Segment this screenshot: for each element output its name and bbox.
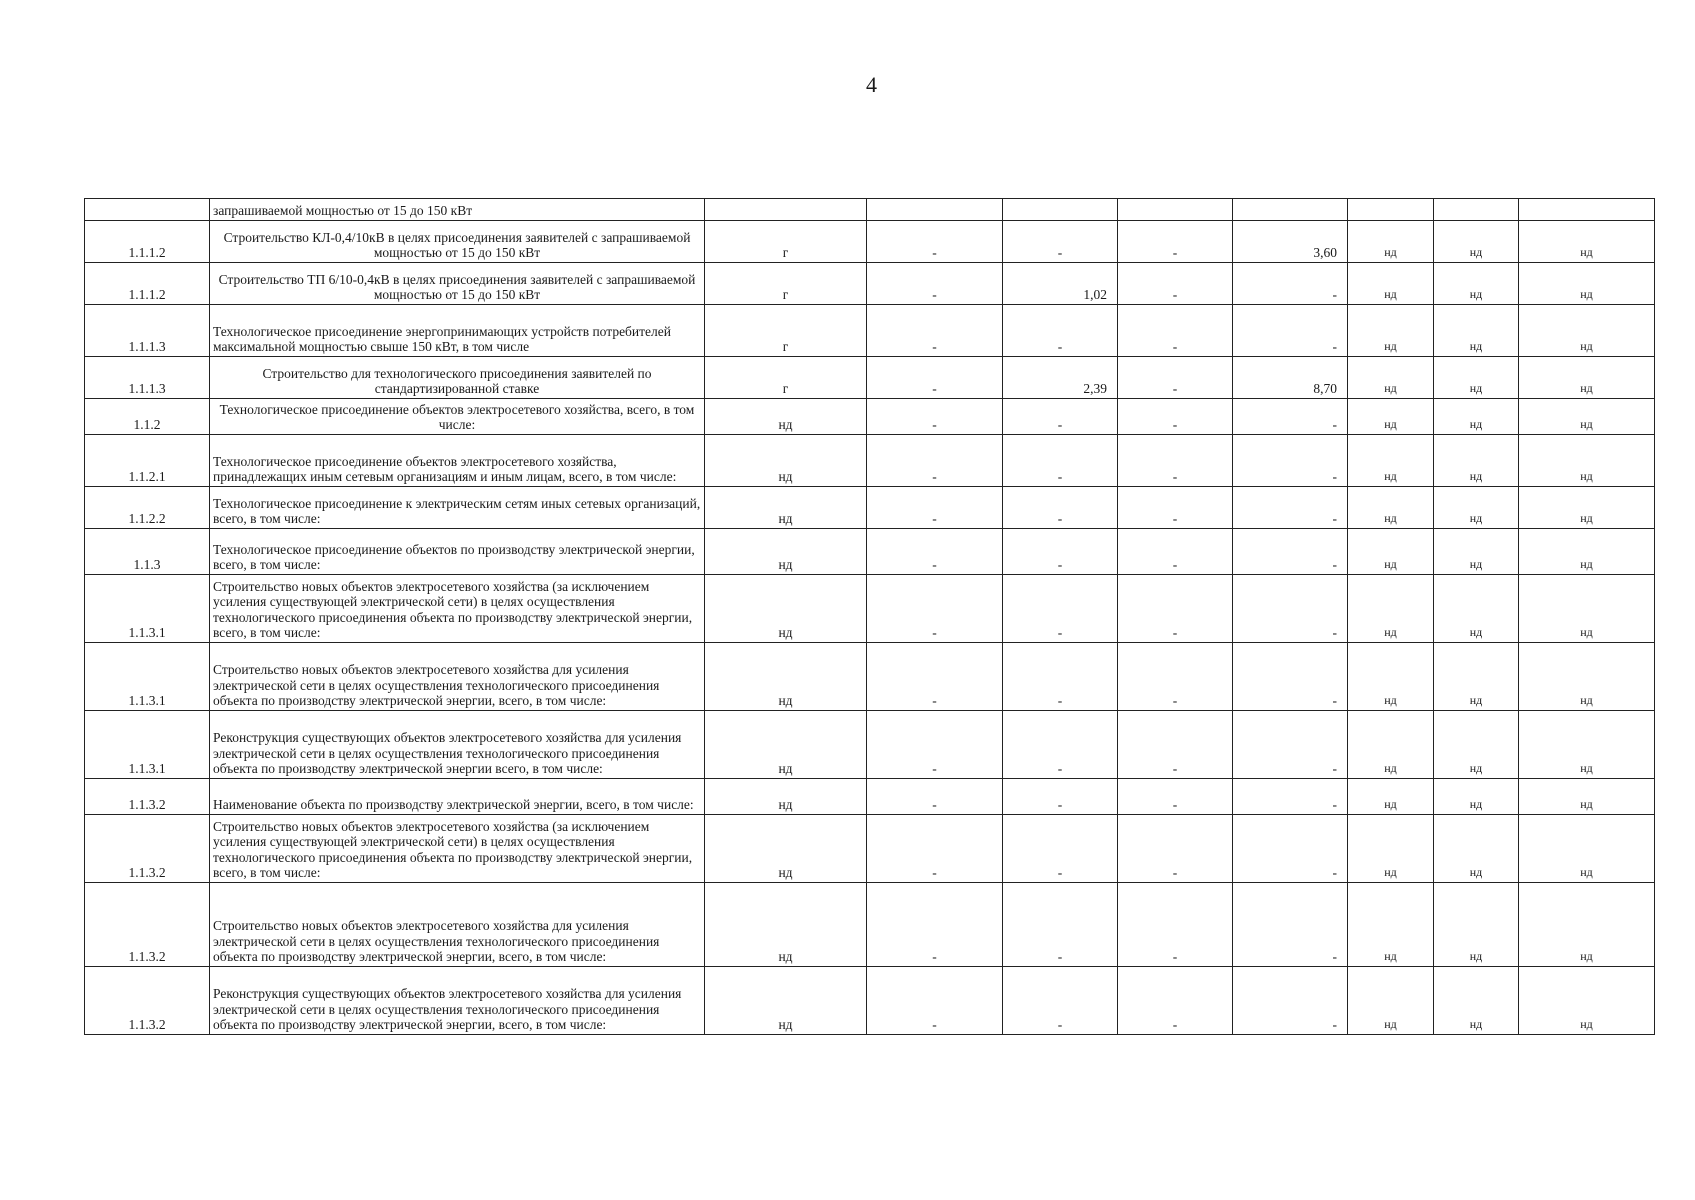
row-description: Строительство для технологического присоединения заявителей по стандартизированной ставке: [210, 357, 705, 399]
row-description: Технологическое присоединение объектов электросетевого хозяйства, принадлежащих иным сетевым организациям и иным лицам, всего, в том числе:: [210, 435, 705, 487]
row-value-4: -: [1233, 263, 1348, 305]
row-value-1: -: [867, 883, 1003, 967]
row-value-1: [867, 199, 1003, 221]
table-row: [85, 399, 1655, 435]
row-number: 1.1.1.2: [85, 263, 210, 305]
row-value-7: нд: [1519, 575, 1655, 643]
row-value-6: нд: [1434, 711, 1519, 779]
row-value-3: -: [1118, 575, 1233, 643]
row-value-3: -: [1118, 779, 1233, 815]
row-value-2: -: [1003, 883, 1118, 967]
row-value-5: нд: [1348, 967, 1434, 1035]
row-value-7: нд: [1519, 263, 1655, 305]
row-value-3: [1118, 199, 1233, 221]
row-value-2: -: [1003, 967, 1118, 1035]
row-number: 1.1.3.2: [85, 967, 210, 1035]
row-unit: нд: [705, 529, 867, 575]
row-value-2: -: [1003, 575, 1118, 643]
row-value-1: -: [867, 575, 1003, 643]
row-value-3: -: [1118, 967, 1233, 1035]
row-unit: г: [705, 263, 867, 305]
row-value-3: -: [1118, 487, 1233, 529]
row-value-7: нд: [1519, 529, 1655, 575]
row-unit: нд: [705, 575, 867, 643]
row-value-5: нд: [1348, 643, 1434, 711]
row-number: 1.1.1.3: [85, 305, 210, 357]
row-value-6: нд: [1434, 779, 1519, 815]
row-description: Строительство новых объектов электросетевого хозяйства (за исключением усиления существующей электрической сети) в целях осуществления технологического присоединения объекта по производству электрической энергии, всего, в том числе:: [210, 815, 705, 883]
row-value-4: -: [1233, 575, 1348, 643]
row-value-7: нд: [1519, 779, 1655, 815]
row-number: [85, 199, 210, 221]
table-row: [85, 815, 1655, 883]
row-value-3: -: [1118, 643, 1233, 711]
row-description: Наименование объекта по производству электрической энергии, всего, в том числе:: [210, 779, 705, 815]
row-number: 1.1.2.1: [85, 435, 210, 487]
row-value-5: нд: [1348, 399, 1434, 435]
row-value-3: -: [1118, 529, 1233, 575]
row-value-4: -: [1233, 305, 1348, 357]
row-value-1: -: [867, 487, 1003, 529]
row-value-5: нд: [1348, 883, 1434, 967]
row-value-2: 1,02: [1003, 263, 1118, 305]
table-row: [85, 711, 1655, 779]
row-value-1: -: [867, 779, 1003, 815]
row-value-4: -: [1233, 711, 1348, 779]
row-value-4: -: [1233, 815, 1348, 883]
row-value-2: -: [1003, 779, 1118, 815]
row-value-4: -: [1233, 967, 1348, 1035]
row-value-6: нд: [1434, 399, 1519, 435]
row-value-6: нд: [1434, 883, 1519, 967]
row-value-3: -: [1118, 883, 1233, 967]
row-unit: г: [705, 221, 867, 263]
table-body: [85, 199, 1655, 1035]
row-description: Строительство ТП 6/10-0,4кВ в целях присоединения заявителей с запрашиваемой мощностью от 15 до 150 кВт: [210, 263, 705, 305]
row-unit: г: [705, 357, 867, 399]
row-value-5: нд: [1348, 221, 1434, 263]
row-value-4: -: [1233, 643, 1348, 711]
row-value-1: -: [867, 643, 1003, 711]
row-unit: г: [705, 305, 867, 357]
row-value-4: [1233, 199, 1348, 221]
row-value-5: нд: [1348, 779, 1434, 815]
row-unit: нд: [705, 815, 867, 883]
row-value-7: нд: [1519, 305, 1655, 357]
row-value-6: [1434, 199, 1519, 221]
row-value-6: нд: [1434, 221, 1519, 263]
row-value-4: -: [1233, 529, 1348, 575]
table-row: [85, 883, 1655, 967]
row-unit: нд: [705, 711, 867, 779]
row-value-6: нд: [1434, 967, 1519, 1035]
row-value-3: -: [1118, 815, 1233, 883]
row-value-2: -: [1003, 221, 1118, 263]
row-value-7: нд: [1519, 221, 1655, 263]
table-row: [85, 779, 1655, 815]
row-description: запрашиваемой мощностью от 15 до 150 кВт: [210, 199, 705, 221]
row-value-5: нд: [1348, 815, 1434, 883]
row-number: 1.1.2: [85, 399, 210, 435]
row-description: Технологическое присоединение энергопринимающих устройств потребителей максимальной мощностью свыше 150 кВт, в том числе: [210, 305, 705, 357]
row-value-2: -: [1003, 399, 1118, 435]
row-value-7: нд: [1519, 883, 1655, 967]
row-value-1: -: [867, 815, 1003, 883]
row-value-3: -: [1118, 357, 1233, 399]
row-number: 1.1.1.2: [85, 221, 210, 263]
row-value-5: нд: [1348, 529, 1434, 575]
row-value-1: -: [867, 263, 1003, 305]
row-unit: нд: [705, 487, 867, 529]
row-value-4: -: [1233, 487, 1348, 529]
row-value-2: -: [1003, 711, 1118, 779]
row-description: Технологическое присоединение объектов по производству электрической энергии, всего, в том числе:: [210, 529, 705, 575]
table-row: [85, 487, 1655, 529]
row-unit: нд: [705, 643, 867, 711]
row-unit: [705, 199, 867, 221]
row-description: Технологическое присоединение объектов электросетевого хозяйства, всего, в том числе:: [210, 399, 705, 435]
row-value-7: нд: [1519, 815, 1655, 883]
row-value-2: -: [1003, 305, 1118, 357]
page-number: 4: [866, 72, 877, 97]
row-value-7: [1519, 199, 1655, 221]
row-description: Строительство новых объектов электросетевого хозяйства для усиления электрической сети в целях осуществления технологического присоединения объекта по производству электрической энергии, всего, в том числе:: [210, 883, 705, 967]
row-unit: нд: [705, 883, 867, 967]
table-row: [85, 263, 1655, 305]
table-row: [85, 221, 1655, 263]
row-unit: нд: [705, 779, 867, 815]
row-value-3: -: [1118, 221, 1233, 263]
table-row: [85, 435, 1655, 487]
row-value-1: -: [867, 967, 1003, 1035]
row-value-7: нд: [1519, 399, 1655, 435]
row-value-7: нд: [1519, 967, 1655, 1035]
row-value-4: -: [1233, 435, 1348, 487]
row-value-6: нд: [1434, 263, 1519, 305]
row-description: Строительство новых объектов электросетевого хозяйства для усиления электрической сети в целях осуществления технологического присоединения объекта по производству электрической энергии, всего, в том числе:: [210, 643, 705, 711]
row-value-1: -: [867, 305, 1003, 357]
row-unit: нд: [705, 967, 867, 1035]
table-row: [85, 199, 1655, 221]
row-value-4: -: [1233, 399, 1348, 435]
row-value-6: нд: [1434, 305, 1519, 357]
row-value-7: нд: [1519, 487, 1655, 529]
row-description: Реконструкция существующих объектов электросетевого хозяйства для усиления электрической сети в целях осуществления технологического присоединения объекта по производству электрической энергии всего, в том числе:: [210, 711, 705, 779]
row-value-5: нд: [1348, 487, 1434, 529]
row-number: 1.1.3: [85, 529, 210, 575]
table-row: [85, 643, 1655, 711]
row-value-2: [1003, 199, 1118, 221]
row-value-2: -: [1003, 815, 1118, 883]
row-value-4: 3,60: [1233, 221, 1348, 263]
row-description: Строительство новых объектов электросетевого хозяйства (за исключением усиления существующей электрической сети) в целях осуществления технологического присоединения объекта по производству электрической энергии, всего, в том числе:: [210, 575, 705, 643]
row-value-6: нд: [1434, 529, 1519, 575]
row-value-5: нд: [1348, 357, 1434, 399]
row-value-3: -: [1118, 263, 1233, 305]
table-row: [85, 357, 1655, 399]
table-row: [85, 967, 1655, 1035]
row-value-5: нд: [1348, 711, 1434, 779]
row-value-5: нд: [1348, 435, 1434, 487]
row-description: Реконструкция существующих объектов электросетевого хозяйства для усиления электрической сети в целях осуществления технологического присоединения объекта по производству электрической энергии, всего, в том числе:: [210, 967, 705, 1035]
row-value-7: нд: [1519, 711, 1655, 779]
row-description: Технологическое присоединение к электрическим сетям иных сетевых организаций, всего, в том числе:: [210, 487, 705, 529]
row-number: 1.1.3.1: [85, 575, 210, 643]
row-value-1: -: [867, 711, 1003, 779]
table-row: [85, 529, 1655, 575]
row-value-6: нд: [1434, 435, 1519, 487]
row-value-6: нд: [1434, 575, 1519, 643]
row-number: 1.1.3.2: [85, 883, 210, 967]
row-value-2: -: [1003, 435, 1118, 487]
row-value-7: нд: [1519, 357, 1655, 399]
row-value-1: -: [867, 529, 1003, 575]
row-value-3: -: [1118, 305, 1233, 357]
row-value-7: нд: [1519, 435, 1655, 487]
row-value-2: -: [1003, 643, 1118, 711]
row-value-3: -: [1118, 435, 1233, 487]
row-value-5: [1348, 199, 1434, 221]
row-number: 1.1.3.2: [85, 779, 210, 815]
row-value-4: -: [1233, 779, 1348, 815]
row-value-1: -: [867, 357, 1003, 399]
row-value-5: нд: [1348, 305, 1434, 357]
row-value-1: -: [867, 435, 1003, 487]
table-row: [85, 305, 1655, 357]
row-value-4: 8,70: [1233, 357, 1348, 399]
row-value-5: нд: [1348, 263, 1434, 305]
row-value-4: -: [1233, 883, 1348, 967]
row-value-3: -: [1118, 399, 1233, 435]
row-value-6: нд: [1434, 487, 1519, 529]
row-value-2: -: [1003, 487, 1118, 529]
row-unit: нд: [705, 435, 867, 487]
row-value-1: -: [867, 399, 1003, 435]
row-value-5: нд: [1348, 575, 1434, 643]
row-value-7: нд: [1519, 643, 1655, 711]
row-number: 1.1.3.1: [85, 711, 210, 779]
row-unit: нд: [705, 399, 867, 435]
row-value-6: нд: [1434, 815, 1519, 883]
row-number: 1.1.3.1: [85, 643, 210, 711]
row-value-2: 2,39: [1003, 357, 1118, 399]
table-row: [85, 575, 1655, 643]
row-number: 1.1.2.2: [85, 487, 210, 529]
row-value-6: нд: [1434, 357, 1519, 399]
row-value-3: -: [1118, 711, 1233, 779]
row-description: Строительство КЛ-0,4/10кВ в целях присоединения заявителей с запрашиваемой мощностью от 15 до 150 кВт: [210, 221, 705, 263]
row-value-6: нд: [1434, 643, 1519, 711]
row-number: 1.1.1.3: [85, 357, 210, 399]
investment-program-table: [84, 198, 1655, 1035]
row-value-2: -: [1003, 529, 1118, 575]
row-number: 1.1.3.2: [85, 815, 210, 883]
row-value-1: -: [867, 221, 1003, 263]
